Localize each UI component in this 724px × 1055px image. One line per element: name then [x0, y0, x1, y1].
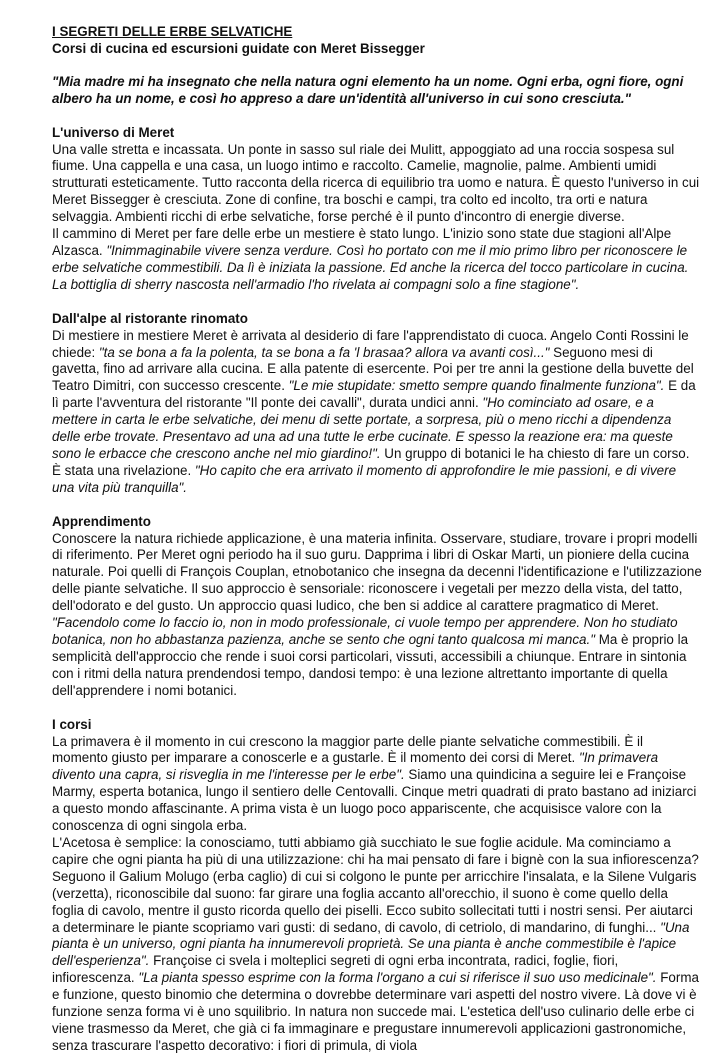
- text-run: Seguono mesi di gavetta, fino ad arrivare alla cucina. E alla patente di esercente. Poi per tre anni la gestione della buvette del Teatro Dimitri, con successo crescente.: [52, 344, 694, 394]
- text-run: Forma e funzione, questo binomio che determina o dovrebbe determinare vari aspetti del nostro vivere. Là dove vi è funzione senza forma vi è uno squilibrio. In natura non succede mai. L'estetica dell'uso culinario delle erbe ci viene trasmesso da Meret, che già ci fa immaginare e pregustare innumerevoli applicazioni gastronomiche, senza trascurare l'aspetto decorativo: i fiori di primula, di viola: [52, 970, 699, 1053]
- quote-run: "La pianta spesso esprime con la forma l'organo a cui si riferisce il suo uso medicinale".: [138, 970, 657, 986]
- section-heading: Dall'alpe al ristorante rinomato: [52, 310, 248, 326]
- quote-run: "Inimmaginabile vivere senza verdure. Così ho portato con me il mio primo libro per riconoscere le erbe selvatiche commestibili. Da lì è iniziata la passione. Ed anche la ricerca del tocco particolare in cucina. La bottiglia di sherry nascosta nell'armadio l'ho rivelata ai compagni solo a fine stagione".: [52, 242, 689, 292]
- quote-run: "ta se bona a fa la polenta, ta se bona a fa 'l brasaa? allora va avanti così...": [98, 344, 550, 360]
- paragraph: [52, 328, 702, 497]
- section-heading: L'universo di Meret: [52, 124, 175, 140]
- text-run: Un gruppo di botanici le ha chiesto di fare un corso. È stata una rivelazione.: [52, 445, 690, 478]
- document-title: I SEGRETI DELLE ERBE SELVATICHE: [52, 24, 293, 39]
- document-page: [52, 24, 702, 1055]
- quote-run: "In primavera divento una capra, si risveglia in me l'interesse per le erbe".: [52, 750, 659, 783]
- text-run: Siamo una quindicina a seguire lei e Françoise Marmy, esperta botanica, lungo il sentiero delle Centovalli. Cinque metri quadrati di prato bastano ad iniziarci a questo mondo affascinante. A prima vista è un luogo poco appariscente, che acquisisce valore con la conoscenza di ogni singola erba.: [52, 767, 697, 834]
- text-run: L'Acetosa è semplice: la conosciamo, tutti abbiamo già succhiato le sue foglie acidule. Ma cominciamo a capire che ogni pianta ha più di una utilizzazione: chi ha mai pensato di fare i bignè con la sua infiorescenza? Seguono il Galium Molugo (erba caglio) di cui si colgono le punte per arricchire l'insalata, e la Silene Vulgaris (verzetta), riconoscibile dal suono: far girare una foglia accanto all'orecchio, il suono è come quello della foglia di cavolo, mentre il gusto ricorda quello dei piselli. Ecco subito sollecitati tutti i nostri sensi. Per aiutarci a determinare le piante scopriamo vari gusti: di sedano, di cavolo, di cetriolo, di mandarino, di funghi...: [52, 834, 699, 935]
- quote-run: "Ho capito che era arrivato il momento di approfondire le mie passioni, e di vivere una vita più tranquilla".: [52, 462, 677, 495]
- intro-quote: "Mia madre mi ha insegnato che nella natura ogni elemento ha un nome. Ogni erba, ogni fiore, ogni albero ha un nome, e così ho appreso a dare un'identità all'universo in cui sono cresciuta.": [52, 73, 684, 106]
- quote-run: "Una pianta è un universo, ogni pianta ha innumerevoli proprietà. Se una pianta è anche commestibile è l'apice dell'esperienza".: [52, 919, 690, 969]
- section-heading: I corsi: [52, 716, 92, 732]
- section-courses: [52, 717, 702, 1055]
- text-run: E da lì parte l'avventura del ristorante "Il ponte dei cavalli", durata undici anni.: [52, 378, 696, 411]
- text-run: Una valle stretta e incassata. Un ponte in sasso sul riale dei Mulitt, appoggiato ad una roccia sospesa sul fiume. Una cappella e una casa, un luogo intimo e raccolto. Camelie, magnolie, palme. Ambienti umidi strutturati esteticamente. Tutto racconta della ricerca di equilibrio tra uomo e natura. È questo l'universo in cui Meret Bissegger è cresciuta. Zone di confine, tra boschi e campi, tra colto ed incolto, tra orti e natura selvaggia. Ambienti ricchi di erbe selvatiche, forse perché è il punto d'incontro di energie diverse.: [52, 141, 700, 225]
- text-run: Françoise ci svela i molteplici segreti di ogni erba incontrata, radici, foglie, fiori, infiorescenza.: [52, 953, 619, 986]
- paragraph: [52, 531, 702, 700]
- text-run: La primavera è il momento in cui crescono la maggior parte delle piante selvatiche commestibili. È il momento giusto per imparare a conoscerle e a gustarle. È il momento dei corsi di Meret.: [52, 733, 643, 766]
- paragraph: [52, 734, 702, 835]
- paragraph: [52, 226, 702, 294]
- text-run: Conoscere la natura richiede applicazione, è una materia infinita. Osservare, studiare, trovare i propri modelli di riferimento. Per Meret ogni periodo ha il suo guru. Dapprima i libri di Oskar Marti, un pioniere della cucina naturale. Poi quelli di François Couplan, etnobotanico che insegna da decenni l'identificazione e l'utilizzazione delle piante selvatiche. Il suo approccio è sensoriale: riconoscere i vegetali per mezzo della vista, del tatto, dell'odorato e del gusto. Un approccio quasi ludico, che ben si addice al carattere pragmatico di Meret.: [52, 530, 702, 614]
- section-heading: Apprendimento: [52, 513, 151, 529]
- section-universe: [52, 125, 702, 294]
- section-learning: [52, 514, 702, 700]
- quote-run: "Le mie stupidate: smetto sempre quando finalmente funziona".: [288, 378, 665, 394]
- text-run: Il cammino di Meret per fare delle erbe un mestiere è stato lungo. L'inizio sono state due stagioni all'Alpe Alzasca.: [52, 226, 672, 258]
- text-run: Di mestiere in mestiere Meret è arrivata al desiderio di fare l'apprendistato di cuoca. Angelo Conti Rossini le chiede:: [52, 327, 689, 360]
- quote-run: "Ho cominciato ad osare, e a mettere in carta le erbe selvatiche, dei menu di sette portate, a sorpresa, più o meno ricchi a dipendenza delle erbe trovate. Presentavo ad una ad una tutte le erbe cucinate. E spesso la reazione era: ma queste sono le erbacce che crescono anche nel mio giardino!".: [52, 395, 673, 461]
- quote-run: "Facendolo come lo faccio io, non in modo professionale, ci vuole tempo per apprendere. Non ho studiato botanica, non ho abbastanza pazienza, anche se sento che ogni tanto qualcosa mi manca.": [52, 615, 678, 647]
- text-run: Ma è proprio la semplicità dell'approccio che rende i suoi corsi particolari, vissuti, accessibili a chiunque. Entrare in sintonia con i ritmi della natura prendendosi tempo, dandosi tempo: è una lezione altrettanto importante di quella dell'apprendere i nomi botanici.: [52, 632, 689, 698]
- document-subtitle: Corsi di cucina ed escursioni guidate con Meret Bissegger: [52, 40, 425, 56]
- paragraph: [52, 835, 702, 1055]
- section-restaurant: [52, 311, 702, 497]
- paragraph: [52, 142, 702, 227]
